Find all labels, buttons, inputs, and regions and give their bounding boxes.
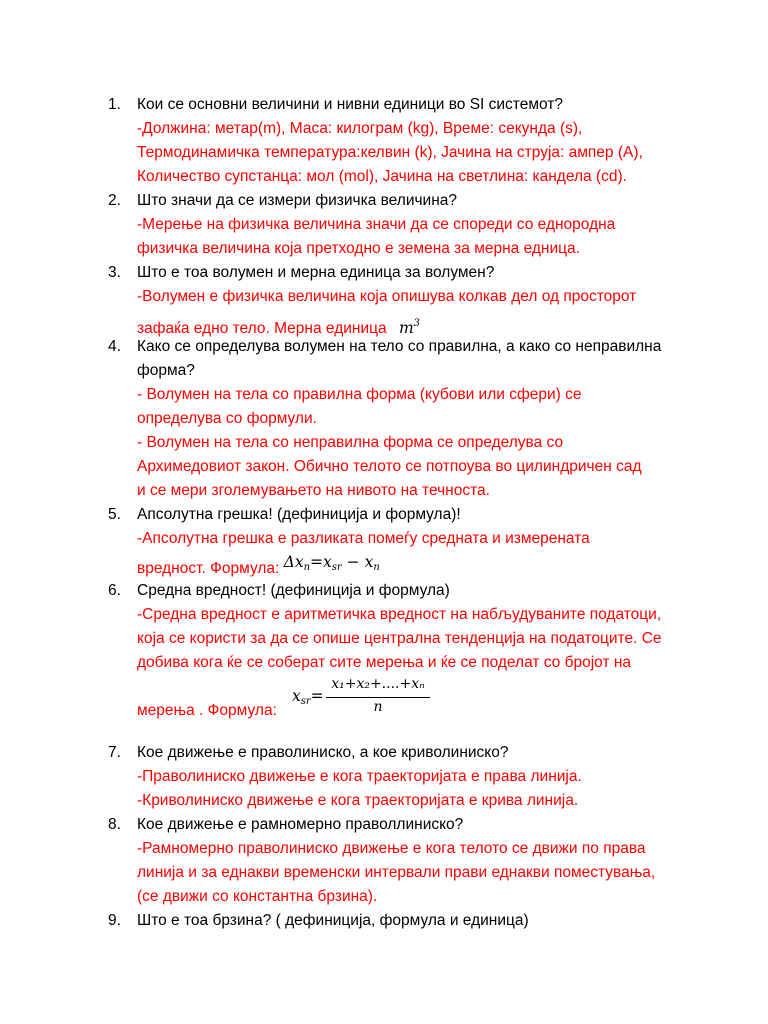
answer-text: вредност. Формула: <box>137 560 284 577</box>
answer-line: определува со формули. <box>137 410 317 427</box>
question-text: Што е тоа волумен и мерна единица за волумен? <box>137 264 495 281</box>
answer-line: -Волумен е физичка величина која опишува колкав дел од просторот <box>137 288 637 305</box>
answer-line: -Мерење на физичка величина значи да се спореди со еднородна <box>137 216 616 233</box>
answer-line <box>137 312 420 336</box>
question-text: Кои се основни величини и нивни единици во SI системот? <box>137 96 564 113</box>
question-number: 2. <box>108 192 121 209</box>
answer-line: добива кога ќе се соберат сите мерења и ќе се поделат со бројот на <box>137 654 632 671</box>
question-text: Апсолутна грешка! (дефиниција и формула)! <box>137 506 461 523</box>
question-number: 1. <box>108 96 121 113</box>
answer-line: мерења . Формула: <box>137 702 277 719</box>
question-text: Што е тоа брзина? ( дефиниција, формула и единица) <box>137 912 529 929</box>
question-number: 7. <box>108 744 121 761</box>
answer-line <box>137 553 380 580</box>
question-text: форма? <box>137 362 195 379</box>
answer-line: -Криволиниско движење е кога траекторијата е крива линија. <box>137 792 579 809</box>
answer-line: Архимедовиот закон. Обично телото се потпоува во цилиндричен сад <box>137 458 642 475</box>
answer-line: линија и за еднакви временски интервали прави еднакви поместувања, <box>137 864 656 881</box>
unit-formula: $m^3$ <box>398 318 421 337</box>
answer-line: и се мери зголемувањето на нивото на течноста. <box>137 482 490 499</box>
mean-formula-lhs: $x_{sr}=$ <box>292 687 324 707</box>
question-number: 9. <box>108 912 121 929</box>
mean-formula-numerator: x₁+x₂+....+xₙ <box>331 676 425 692</box>
mean-formula-denominator: n <box>373 699 383 715</box>
answer-line: физичка величина која претходно е земена за мерна едница. <box>137 240 580 257</box>
absolute-error-formula: $\Delta x_n=x_{sr} - x_n$ <box>283 553 380 573</box>
question-number: 3. <box>108 264 121 281</box>
question-number: 5. <box>108 506 121 523</box>
answer-line: Термодинамичка температура:келвин (k), Јачина на струја: ампер (А), <box>137 144 643 161</box>
question-number: 8. <box>108 816 121 833</box>
question-text: Кое движење е праволиниско, а кое криволиниско? <box>137 744 509 761</box>
answer-line: -Средна вредност е аритметичка вредност на набљудуваните податоци, <box>137 606 662 623</box>
answer-line: Количество супстанца: мол (mol), Јачина на светлина: кандела (cd). <box>137 168 627 185</box>
question-text: Кое движење е рамномерно праволлиниско? <box>137 816 464 833</box>
question-text: Како се определува волумен на тело со правилна, а како со неправилна <box>137 338 662 355</box>
answer-line: -Рамномерно праволиниско движење е кога телото се движи по права <box>137 840 646 857</box>
question-text: Што значи да се измери физичка величина? <box>137 192 458 209</box>
answer-line: (се движи со константна брзина). <box>137 888 378 905</box>
answer-line: -Должина: метар(m), Маса: килограм (kg), Време: секунда (s), <box>137 120 583 137</box>
answer-line: -Апсолутна грешка е разликата помеѓу средната и измерената <box>137 530 590 547</box>
question-number: 4. <box>108 338 121 355</box>
answer-text: зафаќа едно тело. Мерна единица <box>137 320 387 337</box>
answer-line: -Праволиниско движење е кога траекторијата е права линија. <box>137 768 582 785</box>
answer-line: - Волумен на тела со неправилна форма се определува со <box>137 434 564 451</box>
answer-line: која се користи за да се опише централна тенденција на податоците. Се <box>137 630 662 647</box>
answer-line: - Волумен на тела со правилна форма (кубови или сфери) се <box>137 386 582 403</box>
question-number: 6. <box>108 582 121 599</box>
question-text: Средна вредност! (дефиниција и формула) <box>137 582 450 599</box>
